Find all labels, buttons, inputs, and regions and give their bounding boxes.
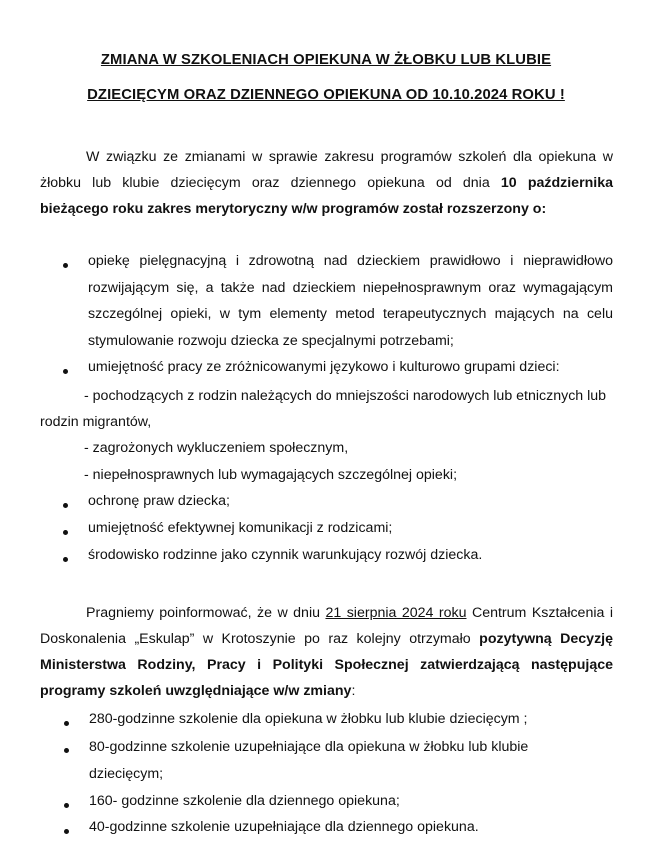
program-item: 280-godzinne szkolenie dla opiekuna w żłobku lub klubie dziecięcym ; <box>89 711 528 727</box>
intro-text: W związku ze zmianami w sprawie zakresu programów szkoleń dla opiekuna w żłobku lub klubie dziecięcym oraz dziennego opiekuna od dnia <box>40 149 613 191</box>
decision-text: Pragniemy poinformować, że w dniu <box>86 605 326 621</box>
bullet-icon <box>63 530 68 535</box>
intro-paragraph <box>40 144 613 222</box>
decision-paragraph <box>40 600 613 704</box>
decision-date: 21 sierpnia 2024 roku <box>325 605 467 621</box>
bullet-icon <box>63 369 68 374</box>
scope-item: ochronę praw dziecka; <box>88 493 230 509</box>
bullet-icon <box>63 557 68 562</box>
sub-item: - niepełnosprawnych lub wymagających szczególnej opieki; <box>84 467 458 483</box>
bullet-icon <box>64 721 69 726</box>
sub-item: - pochodzących z rodzin należących do mniejszości narodowych lub etnicznych lub <box>84 388 607 404</box>
bullet-icon <box>64 803 69 808</box>
bullet-icon <box>63 263 68 268</box>
scope-item: środowisko rodzinne jako czynnik warunkujący rozwój dziecka. <box>88 547 483 563</box>
scope-item: umiejętność efektywnej komunikacji z rodzicami; <box>88 520 393 536</box>
bullet-icon <box>64 829 69 834</box>
sub-item: - zagrożonych wykluczeniem społecznym, <box>84 440 349 456</box>
page-title-line-2: DZIECIĘCYM ORAZ DZIENNEGO OPIEKUNA OD 10.10.2024 ROKU ! <box>87 87 565 103</box>
decision-text: : <box>351 683 356 699</box>
sub-item-continuation: rodzin migrantów, <box>40 414 152 430</box>
page-title-line-1: ZMIANA W SZKOLENIACH OPIEKUNA W ŻŁOBKU LUB KLUBIE <box>100 52 552 68</box>
decision-bold-text: pozytywną Decyzję Ministerstwa Rodziny, Pracy i Polityki Społecznej zatwierdzającą następujące programy szkoleń uwzględniające w/w zmiany <box>40 631 613 699</box>
program-item: 80-godzinne szkolenie uzupełniające dla opiekuna w żłobku lub klubie dziecięcym; <box>89 739 529 782</box>
program-item: 160- godzinne szkolenie dla dziennego opiekuna; <box>89 793 400 809</box>
bullet-icon <box>64 748 69 753</box>
intro-bold-text: 10 października bieżącego roku zakres merytoryczny w/w programów został rozszerzony o: <box>40 175 613 217</box>
scope-item: opiekę pielęgnacyjną i zdrowotną nad dzieckiem prawidłowo i nieprawidłowo rozwijającym się, a także nad dzieckiem niepełnosprawnym oraz wymagającym szczególnej opieki, w tym elementy metod terapeutycznych mających na celu stymulowanie rozwoju dziecka ze specjalnymi potrzebami; <box>88 253 613 349</box>
bullet-icon <box>63 503 68 508</box>
decision-text: Centrum Kształcenia i Doskonalenia „Eskulap” w Krotoszynie po raz kolejny otrzymało <box>40 605 614 647</box>
program-item: 40-godzinne szkolenie uzupełniające dla dziennego opiekuna. <box>89 819 479 835</box>
scope-item: umiejętność pracy ze zróżnicowanymi językowo i kulturowo grupami dzieci: <box>88 359 560 375</box>
